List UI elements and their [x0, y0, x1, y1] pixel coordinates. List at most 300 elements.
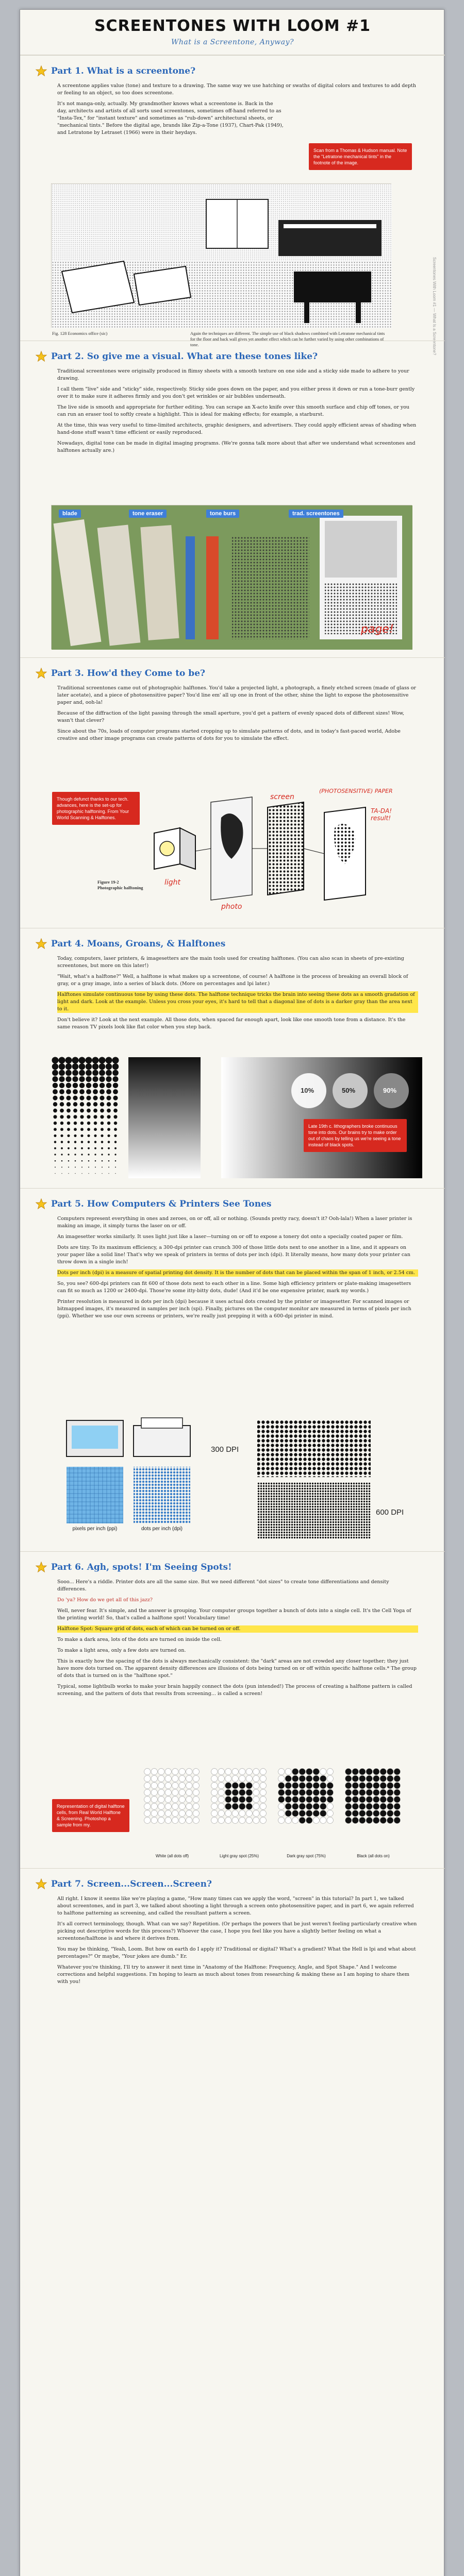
- halftone-cell-dot: [366, 1803, 372, 1809]
- halftone-cell-dot: [218, 1810, 224, 1817]
- halftone-cell-dot: [327, 1783, 333, 1789]
- part-2-heading: [36, 350, 318, 363]
- halftone-cell-dot: [345, 1797, 352, 1803]
- halftone-cell-dot: [165, 1775, 171, 1782]
- halftone-cell-dot: [172, 1810, 178, 1817]
- halftone-dot: [52, 1076, 58, 1082]
- part-3-text: [57, 685, 418, 746]
- halftone-dot: [93, 1096, 97, 1100]
- halftone-dot: [74, 1141, 77, 1143]
- label-light: light: [164, 878, 181, 887]
- halftone-cell-dot: [232, 1789, 238, 1795]
- halftone-cell-dot: [232, 1775, 238, 1782]
- halftone-cell-dot: [306, 1769, 312, 1775]
- halftone-cell-dot: [239, 1803, 245, 1809]
- halftone-dot: [73, 1102, 77, 1106]
- halftone-cell-dot: [394, 1810, 400, 1817]
- fig-caption: Figure 19-2 Photographic halftoning: [97, 879, 143, 890]
- halftone-dot: [59, 1083, 64, 1088]
- halftone-cell-dot: [299, 1810, 305, 1817]
- halftone-dot: [107, 1109, 111, 1113]
- halftone-cell-dot: [253, 1817, 259, 1823]
- halftone-cell-dot: [313, 1803, 319, 1809]
- halftone-cell-dot: [179, 1810, 185, 1817]
- halftone-dot: [100, 1109, 104, 1113]
- halftone-dot: [88, 1173, 89, 1174]
- halftone-cell-dot: [285, 1775, 291, 1782]
- part-7-section: [20, 1868, 445, 2576]
- halftone-dot: [105, 1057, 112, 1063]
- halftone-dot: [114, 1141, 117, 1143]
- halftone-cell-dot: [299, 1797, 305, 1803]
- halftone-dot: [67, 1109, 71, 1113]
- halftone-cell-dot: [359, 1810, 366, 1817]
- halftone-cell-dot: [320, 1803, 326, 1809]
- halftone-cell-dot: [299, 1775, 305, 1782]
- halftone-dot: [87, 1122, 90, 1125]
- halftone-cell-dot: [380, 1803, 386, 1809]
- halftone-cell-dot: [320, 1810, 326, 1817]
- paragraph: I call them "live" side and "sticky" side, respectively. Sticky side goes down on the paper, and you either press it down or run a tone-burr gently over it to make sure it adheres firmly and you don't get wrinkles or air bubbles underneath.: [57, 386, 415, 399]
- halftone-cell-dot: [151, 1769, 157, 1775]
- halftone-dot: [55, 1166, 56, 1167]
- halftone-cell-dot: [260, 1769, 266, 1775]
- halftone-cell-dot: [352, 1817, 358, 1823]
- part-7-text: [57, 1895, 418, 1989]
- halftone-cell-dot: [366, 1789, 372, 1795]
- halftone-cell-dot: [179, 1775, 185, 1782]
- paragraph: It's all correct terminology, though. What can we say? Repetition. (Or perhaps the powers that be just weren't feeling particularly creative when picking out descriptive words for this process?) Whoever the case, I hope you feel like you have a slightly better feeling on what a screentone/halftone is and where it derives from.: [57, 1921, 417, 1941]
- halftone-cell-dot: [373, 1783, 379, 1789]
- halftone-dot: [100, 1115, 104, 1118]
- halftone-cell-dot: [306, 1810, 312, 1817]
- halftone-cell-dot: [218, 1783, 224, 1789]
- halftone-cell-dot: [225, 1769, 231, 1775]
- halftone-dot: [73, 1083, 78, 1088]
- halftone-dot: [86, 1070, 92, 1076]
- halftone-cell-dot: [211, 1797, 218, 1803]
- halftone-dot: [73, 1115, 77, 1118]
- halftone-cell-dot: [394, 1817, 400, 1823]
- halftone-dot: [80, 1102, 84, 1106]
- halftone-cell-dot: [352, 1803, 358, 1809]
- halftone-dot: [99, 1070, 105, 1076]
- halftone-cell-dot: [211, 1803, 218, 1809]
- halftone-dot: [107, 1134, 110, 1137]
- halftone-cell-dot: [260, 1797, 266, 1803]
- halftone-cell-dot: [239, 1817, 245, 1823]
- halftone-cell-dot: [186, 1803, 192, 1809]
- halftone-dot: [114, 1154, 116, 1155]
- percent-90: 90%: [383, 1087, 397, 1094]
- page-subtitle: What is a Screentone, Anyway?: [171, 38, 294, 46]
- halftone-cell-dot: [299, 1817, 305, 1823]
- halftone-cell-dot: [232, 1783, 238, 1789]
- halftone-cell-dot: [158, 1803, 164, 1809]
- part-5-title: Part 5. How Computers & Printers See Tones: [51, 1199, 272, 1209]
- halftone-cell-dot: [172, 1797, 178, 1803]
- tag-tone-burs: tone burs: [206, 510, 239, 518]
- part-1-callout: Scan from a Thomas & Hudson manual. Note the "Letratone mechanical tints" in the footnote of the image.: [309, 143, 412, 170]
- halftone-cell-dot: [366, 1775, 372, 1782]
- halftone-cell-dot: [218, 1817, 224, 1823]
- halftone-dot: [113, 1102, 118, 1106]
- halftone-cell-dot: [151, 1817, 157, 1823]
- halftone-dot: [54, 1134, 56, 1137]
- halftone-cell-dot: [186, 1817, 192, 1823]
- halftone-cell-dot: [359, 1775, 366, 1782]
- halftone-cell-dot: [380, 1810, 386, 1817]
- halftone-dot: [60, 1122, 63, 1125]
- halftone-dot: [88, 1166, 89, 1167]
- halftone-dot: [106, 1096, 111, 1100]
- part-4-callout: Late 19th c. lithographers broke continuous tone into dots. Our brains try to make order out of chaos by telling us we're seeing a tone instead of black spots.: [304, 1119, 407, 1152]
- halftone-cell-dot: [218, 1797, 224, 1803]
- halftone-cell-dot: [327, 1810, 333, 1817]
- halftone-cell-dot: [278, 1783, 285, 1789]
- halftone-cell-dot: [320, 1775, 326, 1782]
- star-icon: [36, 668, 47, 679]
- halftone-cell-dot: [366, 1797, 372, 1803]
- halftone-cell-dot: [387, 1769, 393, 1775]
- halftone-cell-dot: [144, 1817, 151, 1823]
- halftone-cell-dot: [211, 1783, 218, 1789]
- halftone-cell-dot: [359, 1803, 366, 1809]
- halftone-dot: [79, 1083, 85, 1088]
- part-1-section: [20, 55, 445, 347]
- halftone-cell-dot: [278, 1810, 285, 1817]
- halftone-dot: [101, 1134, 103, 1137]
- halftone-dot: [108, 1166, 109, 1167]
- halftone-cell-dot: [345, 1775, 352, 1782]
- halftone-cell-dot: [394, 1803, 400, 1809]
- halftone-cell-dot: [193, 1817, 199, 1823]
- part-6-section: [20, 1551, 445, 1868]
- paragraph: Halftone Spot: Square grid of dots, each of which can be turned on or off.: [57, 1625, 418, 1633]
- halftone-cell-dot: [387, 1775, 393, 1782]
- part-6-heading: [36, 1561, 232, 1573]
- halftone-cell-dot: [320, 1797, 326, 1803]
- halftone-dot: [113, 1089, 118, 1094]
- halftone-cell-dot: [380, 1775, 386, 1782]
- paragraph: Well, never fear. It's simple, and the answer is grouping. Your computer groups together a bunch of dots into a single cell. It's the Cell Yoga of the printing world! So, that's called a halftone spot! Vocabulary time!: [57, 1608, 411, 1621]
- halftone-cell-dot: [260, 1783, 266, 1789]
- halftone-cell-dot: [394, 1769, 400, 1775]
- halftone-cell-dot: [253, 1775, 259, 1782]
- halftone-cell-dot: [278, 1769, 285, 1775]
- paragraph: All right. I know it seems like we're playing a game, "How many times can we apply the word, "screen" in this tutorial? In part 1, we talked about screentones, and in part 3, we talked about shooting a light through a screen onto photosensitive paper, and in part 6, we again referred to halftone patterning as screening, and called the resultant pattern a screen.: [57, 1896, 414, 1916]
- halftone-cell-dot: [179, 1817, 185, 1823]
- halftone-dot: [60, 1115, 63, 1118]
- halftone-cell-dot: [327, 1803, 333, 1809]
- halftone-dot: [93, 1109, 97, 1113]
- halftone-cell-dot: [380, 1817, 386, 1823]
- title-block: [20, 10, 445, 55]
- halftone-cell-dot: [151, 1810, 157, 1817]
- halftone-dot: [72, 1076, 78, 1082]
- office-illustration: [51, 183, 391, 328]
- halftone-cell-dot: [165, 1810, 171, 1817]
- halftone-cell-dot: [179, 1769, 185, 1775]
- halftone-cell-dot: [387, 1797, 393, 1803]
- halftone-cell-dot: [394, 1775, 400, 1782]
- halftone-cell-dot: [193, 1797, 199, 1803]
- halftone-dot: [87, 1102, 91, 1106]
- office-scene-image: [52, 184, 392, 328]
- halftone-dot: [53, 1096, 57, 1100]
- halftone-cell-dot: [151, 1789, 157, 1795]
- part-3-section: [20, 657, 445, 928]
- halftone-dot: [112, 1057, 119, 1063]
- halftone-dot: [114, 1122, 117, 1125]
- paragraph: At the time, this was very useful to time-limited architects, graphic designers, and advertisers. They could apply efficient areas of shading when hand-done stuff wasn't time efficient or easily reproduced.: [57, 422, 417, 435]
- halftone-dot: [53, 1083, 58, 1088]
- halftone-cell-dot: [359, 1769, 366, 1775]
- part-3-callout: Though defunct thanks to our tech. advances, here is the set-up for photographic halftoning. From Your World Scanning & Halftones.: [52, 792, 140, 825]
- halftone-dot: [72, 1057, 78, 1063]
- halftone-cell-dot: [320, 1769, 326, 1775]
- halftone-cell-dot: [285, 1797, 291, 1803]
- halftone-cell-dot: [380, 1797, 386, 1803]
- halftone-examples: [51, 1057, 422, 1178]
- halftone-dot: [59, 1089, 64, 1094]
- halftone-dot: [54, 1128, 57, 1131]
- halftone-cell-dot: [359, 1783, 366, 1789]
- halftone-dot: [61, 1166, 62, 1167]
- halftone-cell-dot: [292, 1817, 299, 1823]
- halftone-cell-dot: [158, 1789, 164, 1795]
- side-watermark: Screentones With Loom #1 — What Is a Screentone?: [432, 257, 437, 355]
- halftone-cell-dot: [211, 1810, 218, 1817]
- percent-50: 50%: [342, 1087, 356, 1094]
- part-6-text: [57, 1579, 418, 1701]
- halftone-cell-dot: [144, 1803, 151, 1809]
- star-icon: [36, 65, 47, 77]
- halftone-dot: [59, 1070, 65, 1076]
- halftone-cell-dot: [327, 1775, 333, 1782]
- halftone-cell-dot: [373, 1797, 379, 1803]
- paragraph: Don't believe it? Look at the next example. All those dots, when spaced far enough apart, look like one smooth tone from a distance. It's the same reason TV pixels look like flat color when you step back.: [57, 1017, 406, 1030]
- paragraph: Nowadays, digital tone can be made in digital imaging programs. (We're gonna talk more about that after we understand what screentones and halftones actually are.): [57, 440, 416, 453]
- halftone-cells-diagram: [139, 1758, 417, 1866]
- halftone-cell-dot: [380, 1783, 386, 1789]
- halftone-cell-dot: [179, 1797, 185, 1803]
- cell-label-dark: Dark gray spot (75%): [287, 1854, 326, 1858]
- halftone-cell-dot: [366, 1769, 372, 1775]
- halftone-cell-dot: [172, 1769, 178, 1775]
- halftone-cell-dot: [260, 1817, 266, 1823]
- halftone-dot: [65, 1057, 72, 1063]
- halftone-dot: [113, 1115, 117, 1118]
- halftone-dot: [101, 1122, 104, 1125]
- halftone-dot: [115, 1160, 117, 1162]
- halftone-dot: [68, 1166, 69, 1167]
- halftone-dot: [74, 1154, 76, 1155]
- halftone-cell-dot: [246, 1789, 252, 1795]
- part-4-title: Part 4. Moans, Groans, & Halftones: [51, 939, 226, 949]
- halftone-dot: [102, 1160, 103, 1162]
- halftone-dot: [74, 1134, 76, 1137]
- dpi-diagram: [61, 1415, 402, 1544]
- halftone-cell-dot: [232, 1817, 238, 1823]
- halftone-cell-dot: [292, 1789, 299, 1795]
- halftone-dot: [87, 1109, 91, 1113]
- halftone-cell-dot: [144, 1769, 151, 1775]
- cell-label-black: Black (all dots on): [357, 1854, 390, 1858]
- halftone-cell-dot: [232, 1797, 238, 1803]
- part-1-title: Part 1. What is a screentone?: [51, 66, 196, 76]
- halftone-cell-dot: [186, 1783, 192, 1789]
- paragraph: It's not manga-only, actually. My grandmother knows what a screentone is. Back in the day, architects and artists of all sorts used screentones, sometimes off-hand referred to as "Insta-Tex," for "instant texture" and sometimes as "rub-down" architectural sheets, or "mechanical tints." Before the digital age, brands like Zip-a-Tone (1937), Chart-Pak (1949), and Letratone by Letraset (1966) were in their heydays.: [57, 101, 284, 135]
- halftone-dot: [81, 1154, 82, 1155]
- halftone-dot: [68, 1154, 69, 1155]
- halftone-dot: [58, 1057, 65, 1063]
- halftone-cell-dot: [320, 1783, 326, 1789]
- halftone-setup-drawing: [149, 787, 407, 921]
- halftone-cell-dot: [352, 1810, 358, 1817]
- halftone-dot: [115, 1166, 116, 1167]
- part-6-callout: Representation of digital halftone cells, from Real World Halftone & Screening. Photoshop a sample from my.: [52, 1799, 129, 1832]
- fig-caption-left: Fig. 128 Economics office (sic): [52, 331, 108, 336]
- halftone-cell-dot: [218, 1769, 224, 1775]
- halftone-dot: [93, 1102, 97, 1106]
- paragraph: You may be thinking, "Yeah, Loom. But how on earth do I apply it? Traditional or digital? What's a gradient? What the Hell is lpi and what about percentages?" Or maybe, "Your jokes are dumb." Er.: [57, 1946, 416, 1959]
- halftone-cell-dot: [225, 1810, 231, 1817]
- halftone-cell-dot: [278, 1817, 285, 1823]
- halftoning-diagram: [149, 787, 407, 921]
- halftone-cell-dot: [313, 1810, 319, 1817]
- halftone-cell-dot: [186, 1769, 192, 1775]
- halftone-dot: [114, 1147, 117, 1149]
- halftone-cell-dot: [151, 1797, 157, 1803]
- halftone-dot: [75, 1160, 76, 1162]
- halftone-cell-dot: [387, 1817, 393, 1823]
- halftone-cell-dot: [285, 1789, 291, 1795]
- part-5-heading: [36, 1198, 271, 1210]
- cell-label-light: Light gray spot (25%): [219, 1854, 259, 1858]
- halftone-dot: [59, 1076, 64, 1082]
- halftone-dot: [114, 1134, 117, 1137]
- halftone-cell-dot: [394, 1797, 400, 1803]
- halftone-cell-dot: [186, 1810, 192, 1817]
- halftone-cell-dot: [144, 1775, 151, 1782]
- paragraph: Because of the diffraction of the light passing through the small aperture, you'd get a pattern of evenly spaced dots of different sizes! Wow, wasn't that clever?: [57, 710, 405, 723]
- halftone-cell-dot: [246, 1769, 252, 1775]
- halftone-cell-dot: [380, 1789, 386, 1795]
- halftone-cell-dot: [345, 1769, 352, 1775]
- halftone-cell-dot: [193, 1810, 199, 1817]
- part-7-heading: [36, 1878, 212, 1890]
- halftone-cell-dot: [186, 1775, 192, 1782]
- halftone-cell-dot: [373, 1789, 379, 1795]
- halftone-cell-dot: [345, 1803, 352, 1809]
- halftone-cell-dot: [359, 1789, 366, 1795]
- halftone-cell-dot: [285, 1817, 291, 1823]
- halftone-cell-dot: [278, 1775, 285, 1782]
- halftone-cell-dot: [345, 1789, 352, 1795]
- halftone-cell-dot: [165, 1803, 171, 1809]
- halftone-cell-dot: [306, 1783, 312, 1789]
- part-6-title: Part 6. Agh, spots! I'm Seeing Spots!: [51, 1562, 232, 1572]
- label-result: TA-DA! result!: [371, 807, 392, 822]
- paragraph: Printer resolution is measured in dots per inch (dpi) because it uses actual dots created by the printer or imagesetter. For scanned images or bitmapped images, it's measured in samples per inch (spi). Finally, pictures on the computer monitor are measured in terms of pixels per inch (ppi). Whether we use our own screens or printers, we're really just prepping it with a 600-dpi printer in mind.: [57, 1299, 411, 1319]
- halftone-cell-dot: [165, 1797, 171, 1803]
- halftone-cell-dot: [278, 1789, 285, 1795]
- part-7-title: Part 7. Screen...Screen...Screen?: [51, 1879, 212, 1889]
- paragraph: Traditional screentones came out of photographic halftones. You'd take a projected light, a photograph, a finely etched screen (made of glass or later acetate), and a piece of photosensitive paper? You'd line em' all up one in front of the other, shine the light to expose the photosensitive paper and, ooh-la!: [57, 685, 416, 705]
- halftone-cell-dot: [253, 1797, 259, 1803]
- paragraph: Today, computers, laser printers, & imagesetters are the main tools used for creating halftones. (You can also scan in sheets of pre-existing screentones, but more on this later!): [57, 956, 404, 969]
- halftone-dot: [54, 1147, 56, 1149]
- halftone-dot: [102, 1166, 103, 1167]
- halftone-dot: [80, 1115, 84, 1118]
- label-photo: photo: [221, 903, 242, 911]
- halftone-dot: [59, 1096, 64, 1100]
- halftone-cell-dot: [211, 1789, 218, 1795]
- halftone-cell-dot: [320, 1789, 326, 1795]
- halftone-cell-dot: [225, 1803, 231, 1809]
- halftone-cell-dot: [179, 1783, 185, 1789]
- halftone-dot: [65, 1063, 72, 1070]
- tools-photo: [51, 505, 412, 649]
- halftone-cell-dot: [260, 1775, 266, 1782]
- printer-dpi-drawing: [61, 1415, 402, 1544]
- halftone-dot: [79, 1096, 84, 1100]
- paragraph: A screentone applies value (tone) and texture to a drawing. The same way we use hatching or swaths of digital colors and textures to add depth or feeling to an object, so too does screentone.: [57, 83, 416, 96]
- halftone-dot: [66, 1096, 71, 1100]
- halftone-cell-dot: [373, 1810, 379, 1817]
- halftone-cell-dot: [352, 1769, 358, 1775]
- halftone-dot: [60, 1109, 64, 1113]
- paragraph: Computers represent everything in ones and zeroes, on or off, all or nothing. (Sounds pretty racy, doesn't it? Ooh-lala!) When a laser printer is making an image, it simply turns the laser on or off.: [57, 1216, 412, 1229]
- halftone-dot: [88, 1147, 90, 1149]
- halftone-dot: [113, 1083, 118, 1088]
- halftone-cell-dot: [306, 1775, 312, 1782]
- halftone-cell-dot: [144, 1797, 151, 1803]
- halftone-dot: [53, 1109, 57, 1113]
- halftone-dot: [61, 1173, 62, 1174]
- halftone-cell-dot: [306, 1789, 312, 1795]
- halftone-cell-dot: [352, 1783, 358, 1789]
- halftone-cell-dot: [299, 1803, 305, 1809]
- part-2-text: [57, 368, 418, 458]
- halftone-dot: [81, 1141, 84, 1143]
- halftone-cell-dot: [239, 1775, 245, 1782]
- halftone-cell-dot: [253, 1810, 259, 1817]
- halftone-gradient-graphic: [51, 1057, 422, 1178]
- halftone-cell-dot: [327, 1797, 333, 1803]
- halftone-dot: [108, 1154, 109, 1155]
- halftone-dot: [68, 1141, 70, 1143]
- halftone-cell-dot: [193, 1769, 199, 1775]
- label-dpi: dots per inch (dpi): [141, 1526, 183, 1532]
- halftone-cell-dot: [232, 1803, 238, 1809]
- paragraph: "Wait, what's a halftone?" Well, a halftone is what makes up a screentone, of course! A halftone is the process of breaking an overall block of gray, or a gray image, into a series of black dots. (More on percentages and lpi later.): [57, 974, 408, 987]
- halftone-cell-dot: [158, 1817, 164, 1823]
- tag-tone-eraser: tone eraser: [129, 510, 167, 518]
- star-icon: [36, 351, 47, 362]
- halftone-cell-dot: [285, 1810, 291, 1817]
- halftone-cell-dot: [387, 1783, 393, 1789]
- halftone-dot: [92, 1063, 98, 1070]
- halftone-cell-dot: [278, 1803, 285, 1809]
- halftone-cell-dot: [246, 1803, 252, 1809]
- halftone-cell-dot: [313, 1789, 319, 1795]
- halftone-dot: [73, 1096, 77, 1100]
- halftone-cell-dot: [218, 1803, 224, 1809]
- paragraph: This is exactly how the spacing of the dots is always mechanically consistent: the "dark" areas are not crowded any closer together; they just have more dots turned on. The apparent density differences are illusions of dots being turned on or off within specific halftone cells.* The group of dots that is turned on is the "halftone spot.": [57, 1658, 417, 1679]
- halftone-dot: [60, 1128, 63, 1131]
